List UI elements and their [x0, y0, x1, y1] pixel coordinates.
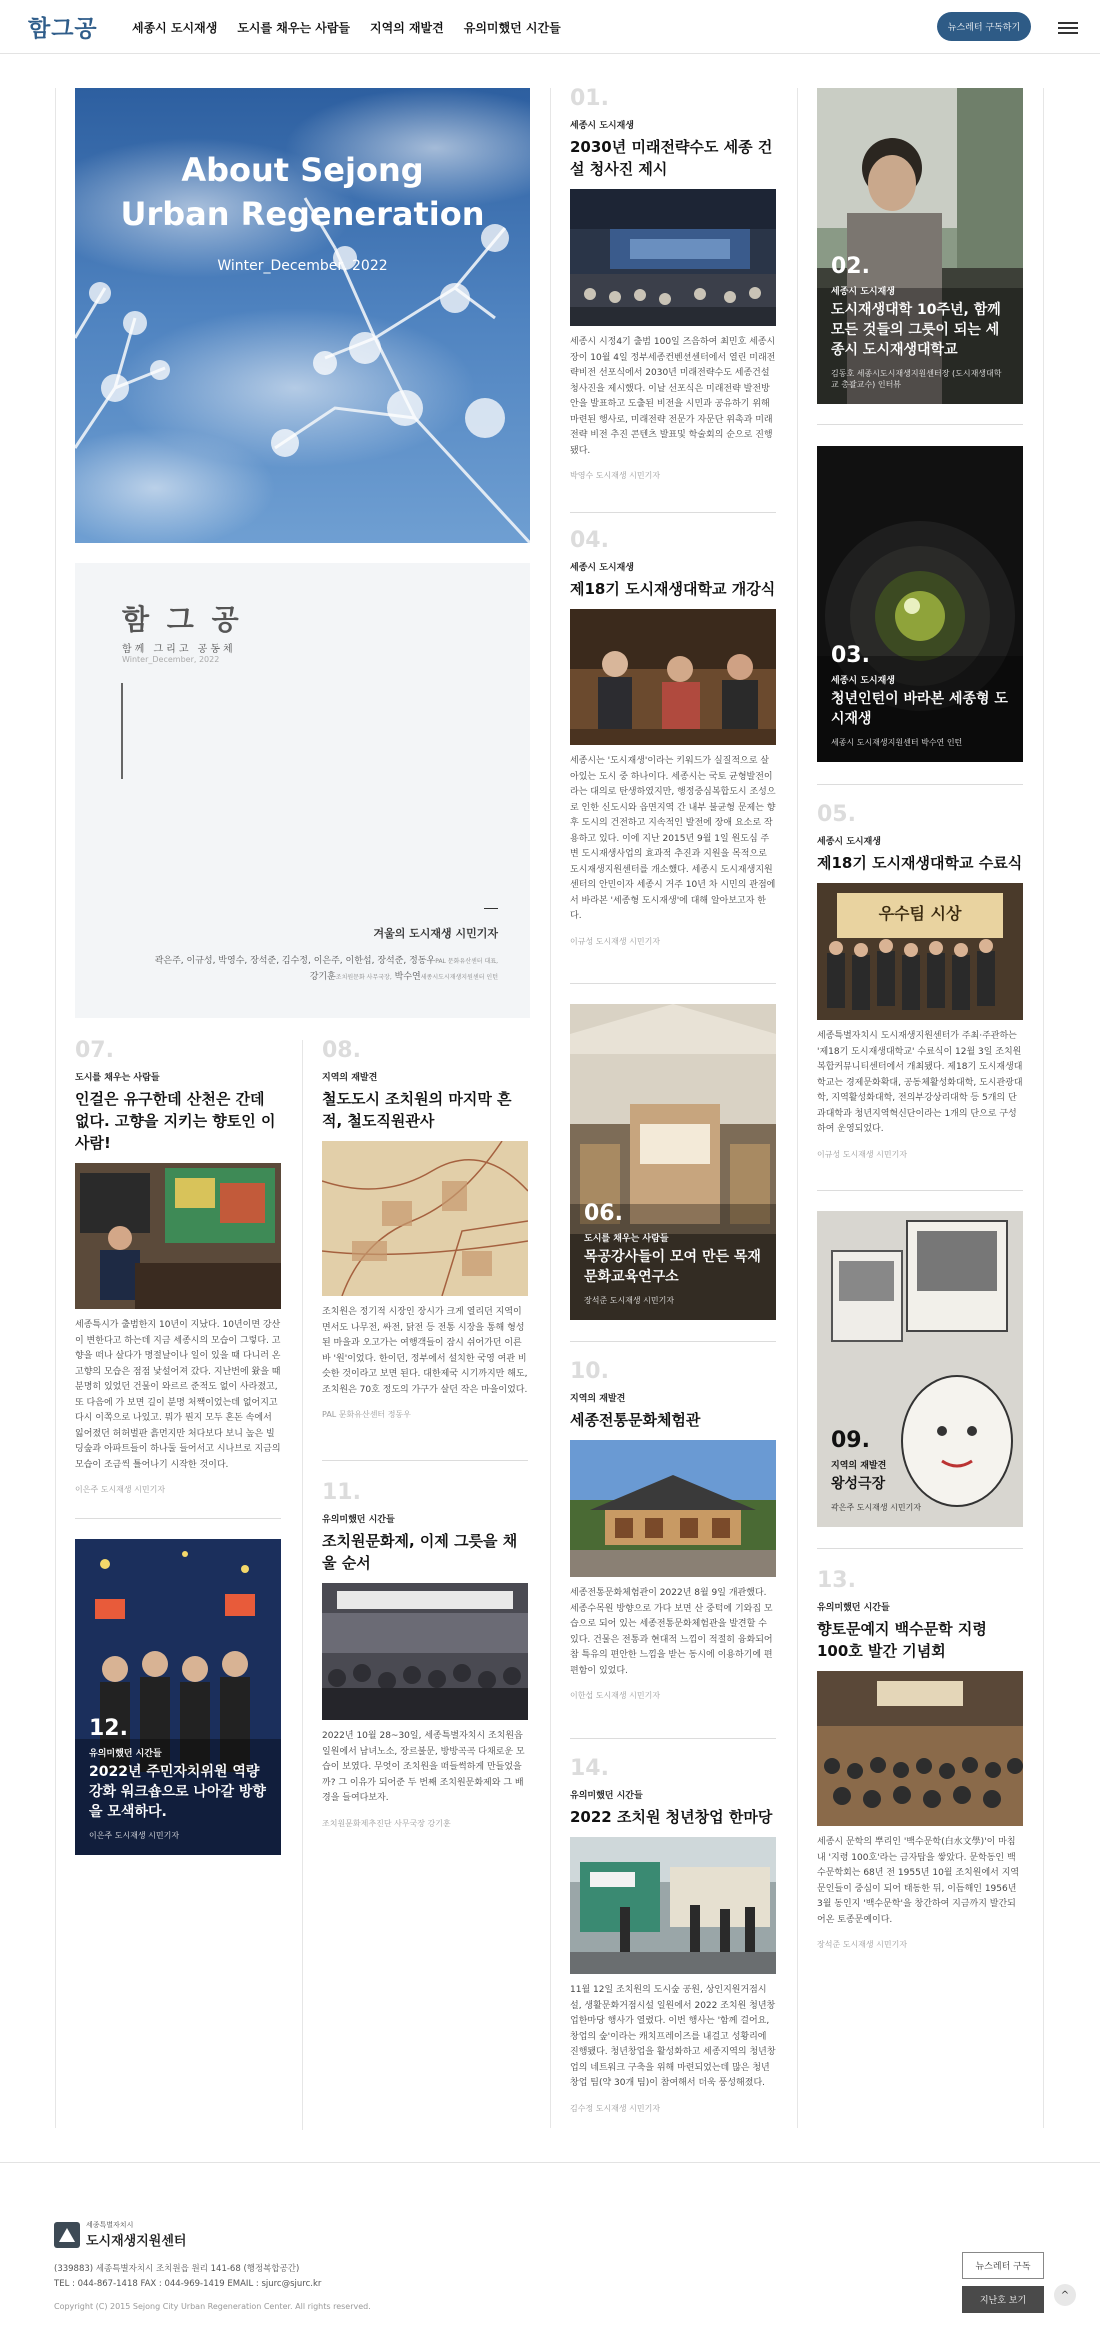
- article-author: 김수정 도시재생 시민기자: [570, 2103, 661, 2113]
- image-banner-text: 우수팀 시상: [878, 904, 962, 923]
- article-number: 08.: [322, 1038, 361, 1063]
- footer-org-big: 도시재생지원센터: [86, 2234, 187, 2249]
- footer-logo: [54, 2220, 186, 2249]
- footer-copyright: Copyright (C) 2015 Sejong City Urban Regeneration Center. All rights reserved.: [54, 2302, 371, 2311]
- scroll-top-icon[interactable]: ^: [1054, 2284, 1076, 2306]
- article-card-14[interactable]: [570, 1758, 776, 2114]
- article-body: 세종시 시정4기 출범 100일 즈음하여 최민호 세종시장이 10월 4일 정부세종컨벤션센터에서 열린 미래전략비전 선포식에서 2030년 미래전략수도 세종건설 청사진을 제시했다. 이날 선포식은 미래전략 발전방안을 발표하고 도출된 비전을 시민과 공유하기 위해 마련된 행사로, 미래전략 전문가 자문단 위촉과 미래전략 비전 추진 콘텐츠 발표및 학술회의 순으로 진행됐다.: [570, 337, 776, 456]
- article-title[interactable]: 제18기 도시재생대학교 개강식: [570, 580, 776, 598]
- article-body: 세종시 문학의 뿌리인 '백수문학(白水文學)'이 마침내 '지령 100호'라는 금자탑을 쌓았다. 문학동인 백수문학회는 68년 전 1955년 10월 조치원에서 지역 문인들이 중심이 되어 태동한 뒤, 이듬해인 1956년 3월 동인지 '백수문학'을 창간하여 지금까지 발간되어온 토종문예이다.: [817, 1837, 1020, 1925]
- article-title[interactable]: 목공강사들이 모여 만든 목재문화교육연구소: [584, 1249, 761, 1285]
- article-number: 05.: [817, 802, 856, 827]
- article-image[interactable]: [817, 883, 1023, 1020]
- article-number: 09.: [831, 1428, 870, 1453]
- nav-item-region[interactable]: 지역의 재발견: [370, 21, 444, 35]
- article-title[interactable]: 철도도시 조치원의 마지막 흔적, 철도직원관사: [322, 1090, 512, 1130]
- article-card-11[interactable]: [322, 1482, 528, 1829]
- column-divider: [1043, 88, 1044, 2128]
- article-title[interactable]: 2030년 미래전략수도 세종 건설 청사진 제시: [570, 138, 773, 178]
- masthead-edition: Winter_December, 2022: [122, 655, 220, 664]
- article-author: 이한섭 도시재생 시민기자: [570, 1691, 661, 1700]
- article-number: 10.: [570, 1359, 609, 1384]
- article-category: 지역의 재발견: [322, 1073, 378, 1083]
- article-author: 박영수 도시재생 시민기자: [570, 471, 661, 480]
- article-title[interactable]: 제18기 도시재생대학교 수료식: [817, 854, 1023, 872]
- cover-title-line2: Urban Regeneration: [120, 195, 485, 233]
- article-title[interactable]: 청년인턴이 바라본 세종형 도시재생: [831, 691, 1008, 727]
- article-category: 유의미했던 시간들: [89, 1749, 162, 1759]
- article-author: 장석준 도시재생 시민기자: [817, 1940, 908, 1949]
- article-number: 11.: [322, 1480, 361, 1505]
- article-number: 07.: [75, 1038, 114, 1063]
- article-image[interactable]: [570, 1440, 776, 1577]
- article-card-01[interactable]: [570, 88, 776, 481]
- reporters-line1: 곽은주, 이규성, 박영수, 장석준, 김수정, 이은주, 이한섭, 장석준, 정동우PAL 문화유산센터 대표,: [154, 956, 498, 966]
- card-divider: [570, 983, 776, 984]
- org-emblem-icon: [54, 2222, 80, 2248]
- article-number: 01.: [570, 86, 609, 111]
- article-body: 세종전통문화체험관이 2022년 8월 9일 개관했다. 세종수목원 방향으로 가다 보면 산 중턱에 기와집 모습으로 되어 있는 세종전통문화체험관을 발견할 수 있다. 건물은 전통과 현대적 느낌이 적절히 융화되어 참 특유의 편안한 느낌을 받는 동시에 이용하기에 편편함이 있었다.: [570, 1588, 773, 1676]
- article-body: 세종특별자치시 도시재생지원센터가 주최·주관하는 '제18기 도시재생대학교' 수료식이 12월 3일 조치원 복합커뮤니티센터에서 개최됐다. 제18기 도시재생대학교는 경제문화확대, 공동체활성화대학, 도시관광대학, 지역활성화대학, 전의부강상리대학 등 5개의 단과대학과 청년지역혁신단이라는 1개의 단으로 구성하여 운영되었다.: [817, 1031, 1023, 1134]
- article-author: 이규성 도시재생 시민기자: [570, 936, 661, 946]
- article-category: 세종시 도시재생: [570, 563, 634, 573]
- article-card-03[interactable]: [817, 446, 1023, 762]
- article-image[interactable]: [75, 1163, 281, 1309]
- article-card-10[interactable]: [570, 1361, 776, 1701]
- article-title[interactable]: 2022 조치원 청년창업 한마당: [570, 1808, 773, 1826]
- reporters-label: 겨울의 도시재생 시민기자: [373, 927, 498, 940]
- article-image[interactable]: [322, 1141, 528, 1296]
- card-divider: [570, 1738, 776, 1739]
- footer-org-small: 세종특별자치시: [86, 2221, 134, 2229]
- article-body: 조치원은 정기적 시장인 장시가 크게 열리던 지역이면서도 나무전, 싸전, 닭전 등 전통 시장을 통해 형성된 마을과 오고가는 여행객들이 잠시 쉬어가던 이른바 '원'이었다. 한이던, 정부에서 설치한 국영 여관 비슷한 것이라고 보면 된다. 대한제국 시기까지만 해도, 조치원은 70호 정도의 가구가 살던 작은 마을이었다.: [322, 1307, 528, 1395]
- subscribe-button[interactable]: 뉴스레터 구독하기: [937, 12, 1031, 41]
- article-card-02[interactable]: [817, 88, 1023, 404]
- site-logo[interactable]: 함그공: [28, 16, 98, 42]
- article-author: 이은주 도시재생 시민기자: [75, 1485, 166, 1494]
- footer-address: [54, 2262, 321, 2292]
- article-image[interactable]: [322, 1583, 528, 1720]
- card-divider: [817, 424, 1023, 425]
- column-divider: [55, 88, 56, 2128]
- nav-item-people[interactable]: 도시를 채우는 사람들: [237, 21, 351, 35]
- article-category: 유의미했던 시간들: [570, 1791, 643, 1801]
- footer-newsletter-button[interactable]: 뉴스레터 구독: [962, 2252, 1044, 2279]
- article-number: 06.: [584, 1201, 623, 1226]
- article-author: PAL 문화유산센터 정동우: [322, 1410, 411, 1419]
- article-author: 김동호 세종시도시재생지원센터장 (도시재생대학교 총괄교수) 인터뷰: [831, 369, 1002, 389]
- article-category: 세종시 도시재생: [817, 837, 881, 847]
- masthead-tagline: 함께 그리고 공동체: [122, 644, 236, 655]
- article-card-13[interactable]: [817, 1570, 1023, 1950]
- article-category: 도시를 채우는 사람들: [75, 1073, 160, 1083]
- article-card-07[interactable]: [75, 1040, 281, 1495]
- article-body: 2022년 10월 28~30일, 세종특별자치시 조치원읍 일원에서 남녀노소, 장르불문, 방방곡곡 다채로운 모습이 보였다. 무엇이 조치원을 떠들썩하게 만들었을까? 그 이유가 되어준 두 번째 조치원문화제와 그 배경을 들여다보자.: [322, 1731, 525, 1803]
- article-author: 장석준 도시재생 시민기자: [584, 1296, 675, 1305]
- article-author: 곽은주 도시재생 시민기자: [831, 1503, 922, 1512]
- article-card-04[interactable]: [570, 530, 776, 947]
- column-divider: [797, 88, 798, 2128]
- article-number: 02.: [831, 254, 870, 279]
- masthead-panel: [75, 563, 530, 1018]
- article-image[interactable]: [570, 189, 776, 326]
- article-image[interactable]: [570, 609, 776, 745]
- article-category: 유의미했던 시간들: [817, 1603, 890, 1613]
- article-card-08[interactable]: [322, 1040, 528, 1420]
- article-title[interactable]: 조치원문화제, 이제 그릇을 채울 순서: [322, 1532, 518, 1572]
- article-title[interactable]: 도시재생대학 10주년, 함께 모든 것들의 그릇이 되는 세종시 도시재생대학교: [831, 302, 1001, 358]
- card-divider: [570, 512, 776, 513]
- article-number: 13.: [817, 1568, 856, 1593]
- article-body: 세종시는 '도시재생'이라는 키워드가 실질적으로 살아있는 도시 중 하나이다. 세종시는 국토 균형발전이라는 대의로 탄생하였지만, 행정중심복합도시 조성으로 인한 신도시와 읍면지역 간 내부 불균형 문제는 향후 도시의 건전하고 지속적인 발전에 장애 요소로 작용하고 있다. 이에 지난 2015년 9월 1일 원도심 주변 도시재생사업의 효과적 추진과 지원을 목적으로 도시재생지원센터를 개소했다. 세종시 도시재생지원센터의 안민이자 세종시 거주 10년 차 시민의 관점에서 바라본 '세종형 도시재생'에 대해 알아보고자 한다.: [570, 756, 776, 921]
- card-divider: [817, 1190, 1023, 1191]
- article-card-12[interactable]: [75, 1539, 281, 1855]
- masthead-logo: 함 그 공: [122, 603, 243, 636]
- cover-subtitle: Winter_December, 2022: [217, 258, 388, 274]
- site-header: [0, 0, 1100, 54]
- article-category: 세종시 도시재생: [831, 287, 895, 297]
- article-category: 세종시 도시재생: [831, 676, 895, 686]
- nav-item-sejong[interactable]: 세종시 도시재생: [132, 21, 218, 35]
- article-author: 이은주 도시재생 시민기자: [89, 1831, 180, 1840]
- card-divider: [75, 1518, 281, 1519]
- footer-archive-button[interactable]: 지난호 보기: [962, 2286, 1044, 2313]
- article-title[interactable]: 향토문예지 백수문학 지령 100호 발간 기념회: [817, 1620, 987, 1660]
- article-body: 11월 12일 조치원의 도시숲 공원, 상인지원거점시설, 생활문화거점시설 일원에서 2022 조치원 청년창업한마당 행사가 열렸다. 이번 행사는 '함께 걸어요, 창업의 숲'이라는 캐치프레이즈를 내걸고 성황리에 진행됐다. 청년창업을 활성화하고 세종지역의 청년창업의 네트워크 구축을 위해 마련되었는데 많은 청년창업 팀(약 30개 팀)이 참여해서 더욱 풍성해졌다.: [570, 1985, 776, 2088]
- article-card-05[interactable]: [817, 804, 1023, 1160]
- article-body: 세종특시가 출범한지 10년이 지났다. 10년이면 강산이 변한다고 하는데 지금 세종시의 모습이 그렇다. 고향을 떠나 살다가 명절날이나 일이 있을 때 다니러 온 고향의 모습은 점점 낯설어져 갔다. 지난번에 왔을 때 분명히 있었던 건물이 와르르 준적도 없이 사라졌고, 또 다음에 가 보면 길이 분명 처짹이었는데 없어지고 다시 이쪽으로 나있고. 뭐가 뭔지 모두 혼돈 속에서 잃어졌던 허허벌판 흙먼지만 처다보다 보니 높은 빌딩숲과 아파트들이 하나둘 들어서고 시나브로 지금의 모습이 조금씩 틀어나기 시작한 것이다.: [75, 1320, 281, 1470]
- nav-item-times[interactable]: 유의미했던 시간들: [463, 21, 561, 35]
- masthead-rule: [121, 683, 123, 779]
- cover-title-line1: About Sejong: [181, 151, 424, 189]
- article-title[interactable]: 인걸은 유구한데 산천은 간데 없다. 고향을 지키는 향토인 이 사람!: [75, 1090, 276, 1152]
- card-divider: [817, 784, 1023, 785]
- article-title[interactable]: 2022년 주민자치위원 역량강화 워크숍으로 나아갈 방향을 모색하다.: [89, 1764, 266, 1820]
- article-image[interactable]: [817, 1671, 1023, 1826]
- article-number: 14.: [570, 1756, 609, 1781]
- reporters-line2: 강기훈조치원문화 사무국장, 박수연세종시도시재생지원센터 인턴: [309, 972, 498, 982]
- card-divider: [570, 1341, 776, 1342]
- footer-contact-line: TEL : 044-867-1418 FAX : 044-969-1419 EMAIL : sjurc@sjurc.kr: [54, 2279, 322, 2289]
- article-image[interactable]: [570, 1837, 776, 1974]
- masthead-dash: [484, 908, 498, 909]
- article-author: 이규성 도시재생 시민기자: [817, 1149, 908, 1159]
- article-number: 12.: [89, 1716, 128, 1741]
- menu-icon[interactable]: [1058, 22, 1078, 37]
- article-number: 03.: [831, 643, 870, 668]
- article-title[interactable]: 왕성극장: [831, 1476, 886, 1492]
- cover-image[interactable]: [75, 88, 530, 543]
- column-divider: [550, 88, 551, 2128]
- footer-address-line: (339883) 세종특별자치시 조치원읍 원리 141-68 (행정복합공간): [54, 2264, 300, 2274]
- article-card-06[interactable]: [570, 1004, 776, 1320]
- article-category: 도시를 채우는 사람들: [584, 1234, 669, 1244]
- article-category: 유의미했던 시간들: [322, 1515, 395, 1525]
- card-divider: [322, 1460, 528, 1461]
- card-divider: [817, 1548, 1023, 1549]
- article-title[interactable]: 세종전통문화체험관: [570, 1411, 701, 1429]
- column-divider: [302, 1040, 303, 2130]
- article-category: 세종시 도시재생: [570, 121, 634, 131]
- article-author: 조치원문화제추진단 사무국장 강기훈: [322, 1818, 451, 1828]
- article-number: 04.: [570, 528, 609, 553]
- article-author: 세종시 도시재생지원센터 박수연 인턴: [831, 738, 963, 747]
- article-category: 지역의 재발견: [831, 1461, 887, 1471]
- main-nav: [132, 19, 561, 36]
- article-card-09[interactable]: [817, 1211, 1023, 1527]
- footer-divider: [0, 2162, 1100, 2163]
- article-category: 지역의 재발견: [570, 1394, 626, 1404]
